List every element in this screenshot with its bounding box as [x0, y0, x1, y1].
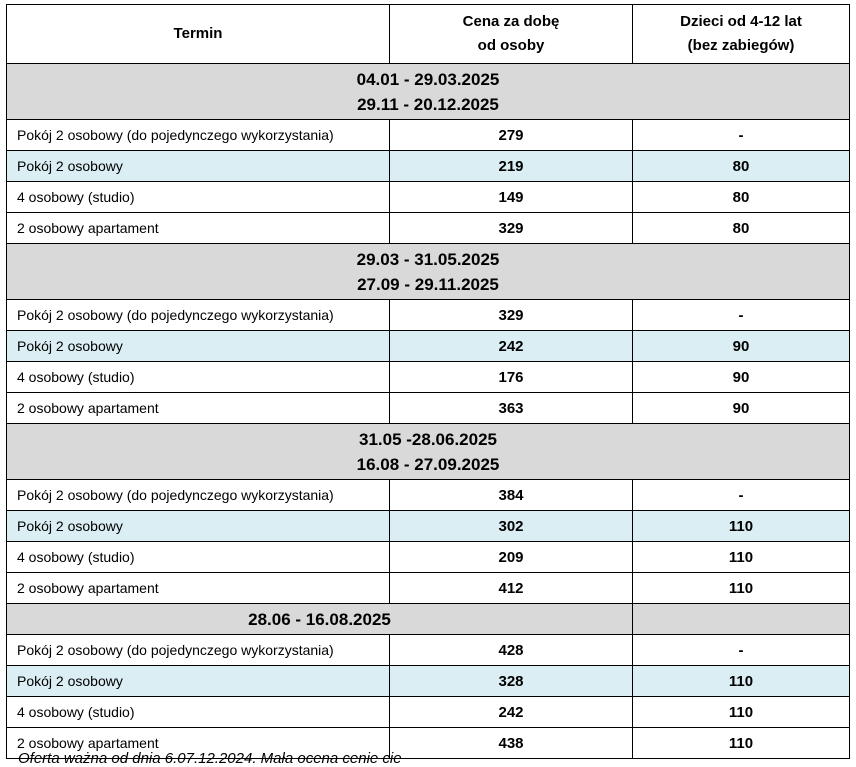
period-date-range: 27.09 - 29.11.2025: [357, 274, 499, 294]
room-type-cell: 4 osobowy (studio): [7, 362, 390, 393]
price-cell: 438: [390, 728, 633, 759]
price-cell: 209: [390, 542, 633, 573]
room-type-cell: 2 osobowy apartament: [7, 213, 390, 244]
period-row: [7, 604, 850, 635]
price-cell: 428: [390, 635, 633, 666]
period-dates: [7, 244, 850, 300]
child-price-cell: 110: [633, 697, 850, 728]
child-price-cell: 90: [633, 331, 850, 362]
header-children: [633, 5, 850, 64]
room-type-cell: Pokój 2 osobowy (do pojedynczego wykorzystania): [7, 300, 390, 331]
period-dates: [7, 424, 850, 480]
header-price-line2: od osoby: [477, 37, 545, 54]
price-cell: 329: [390, 213, 633, 244]
child-price-cell: -: [633, 120, 850, 151]
table-row: [7, 393, 850, 424]
footer-note: Oferta ważna od dnia 6.07.12.2024. Mała ocena cenie cie: [18, 750, 402, 767]
period-date-range: 31.05 -28.06.2025: [358, 429, 497, 449]
child-price-cell: 80: [633, 182, 850, 213]
period-row: [7, 424, 850, 480]
room-type-cell: Pokój 2 osobowy: [7, 151, 390, 182]
child-price-cell: 80: [633, 151, 850, 182]
room-type-cell: 2 osobowy apartament: [7, 573, 390, 604]
price-cell: 384: [390, 480, 633, 511]
header-row: [7, 5, 850, 64]
room-type-cell: Pokój 2 osobowy: [7, 666, 390, 697]
price-cell: 412: [390, 573, 633, 604]
room-type-cell: Pokój 2 osobowy (do pojedynczego wykorzystania): [7, 120, 390, 151]
table-row: [7, 573, 850, 604]
price-cell: 328: [390, 666, 633, 697]
period-dates: [7, 604, 633, 635]
child-price-cell: 80: [633, 213, 850, 244]
room-type-cell: 4 osobowy (studio): [7, 697, 390, 728]
price-cell: 363: [390, 393, 633, 424]
header-price-line1: Cena za dobę: [462, 13, 560, 30]
child-price-cell: -: [633, 300, 850, 331]
child-price-cell: 90: [633, 362, 850, 393]
child-price-cell: -: [633, 480, 850, 511]
price-cell: 302: [390, 511, 633, 542]
table-row: [7, 542, 850, 573]
child-price-cell: 90: [633, 393, 850, 424]
table-row: [7, 182, 850, 213]
child-price-cell: 110: [633, 511, 850, 542]
child-price-cell: 110: [633, 666, 850, 697]
table-row: [7, 120, 850, 151]
period-row: [7, 64, 850, 120]
period-empty-cell: [633, 604, 850, 635]
table-row: [7, 151, 850, 182]
table-row: [7, 331, 850, 362]
table-row: [7, 635, 850, 666]
table-row: [7, 300, 850, 331]
room-type-cell: 2 osobowy apartament: [7, 393, 390, 424]
price-cell: 279: [390, 120, 633, 151]
header-price: [390, 5, 633, 64]
table-row: [7, 362, 850, 393]
room-type-cell: 4 osobowy (studio): [7, 542, 390, 573]
price-cell: 176: [390, 362, 633, 393]
period-date-range: 29.03 - 31.05.2025: [356, 249, 500, 269]
period-date-range: 29.11 - 20.12.2025: [357, 94, 499, 114]
period-dates: [7, 64, 850, 120]
table-row: [7, 480, 850, 511]
period-date-range: 04.01 - 29.03.2025: [356, 69, 500, 89]
room-type-cell: Pokój 2 osobowy: [7, 331, 390, 362]
header-children-line2: (bez zabiegów): [687, 37, 795, 54]
header-children-line1: Dzieci od 4-12 lat: [680, 13, 802, 30]
child-price-cell: 110: [633, 728, 850, 759]
header-termin: Termin: [7, 5, 390, 64]
table-row: [7, 511, 850, 542]
table-row: [7, 697, 850, 728]
child-price-cell: -: [633, 635, 850, 666]
room-type-cell: Pokój 2 osobowy (do pojedynczego wykorzystania): [7, 480, 390, 511]
table-row: [7, 666, 850, 697]
room-type-cell: Pokój 2 osobowy (do pojedynczego wykorzystania): [7, 635, 390, 666]
price-cell: 242: [390, 331, 633, 362]
price-cell: 149: [390, 182, 633, 213]
price-cell: 242: [390, 697, 633, 728]
child-price-cell: 110: [633, 573, 850, 604]
child-price-cell: 110: [633, 542, 850, 573]
price-table: [6, 4, 850, 759]
room-type-cell: 4 osobowy (studio): [7, 182, 390, 213]
room-type-cell: 2 osobowy apartament: [7, 728, 390, 759]
table-row: [7, 213, 850, 244]
period-date-range: 16.08 - 27.09.2025: [356, 454, 500, 474]
room-type-cell: Pokój 2 osobowy: [7, 511, 390, 542]
price-cell: 329: [390, 300, 633, 331]
price-cell: 219: [390, 151, 633, 182]
period-date-range: 28.06 - 16.08.2025: [248, 609, 391, 629]
period-row: [7, 244, 850, 300]
